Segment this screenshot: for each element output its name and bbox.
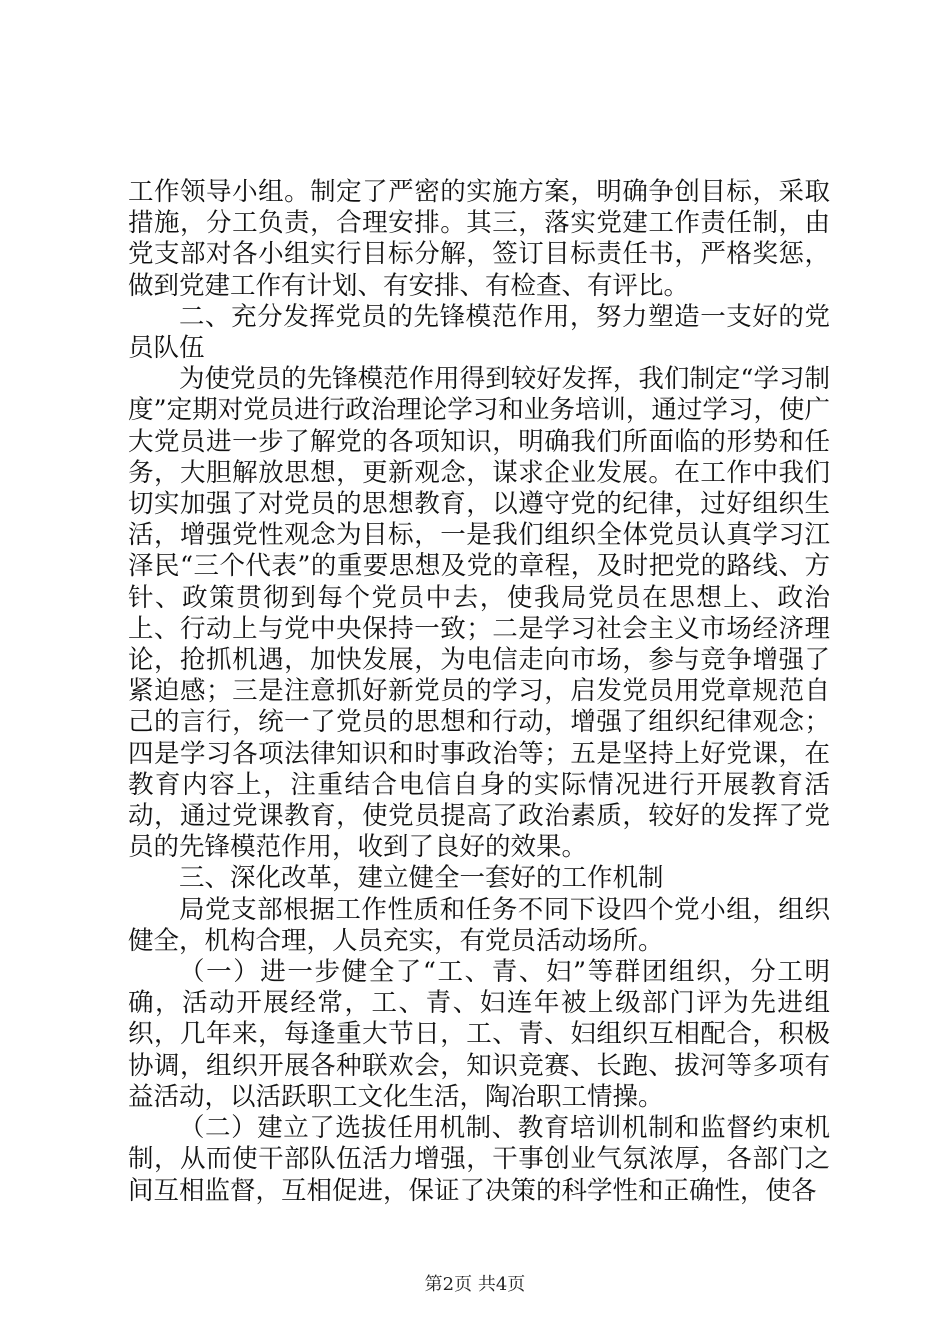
section-heading-2: 二、充分发挥党员的先锋模范作用，努力塑造一支好的党员队伍 [128,301,830,364]
paragraph-item-2: （二）建立了选拔任用机制、教育培训机制和监督约束机制，从而使干部队伍活力增强，干事创业气氛浓厚，各部门之间互相监督，互相促进，保证了决策的科学性和正确性，使各 [128,1113,830,1206]
paragraph-item-1: （一）进一步健全了“工、青、妇”等群团组织，分工明确，活动开展经常，工、青、妇连年被上级部门评为先进组织，几年来，每逢重大节日，工、青、妇组织互相配合，积极协调，组织开展各种联欢会，知识竞赛、长跑、拔河等多项有益活动，以活跃职工文化生活，陶冶职工情操。 [128,957,830,1112]
paragraph-party-branch: 局党支部根据工作性质和任务不同下设四个党小组，组织健全，机构合理，人员充实，有党员活动场所。 [128,894,830,956]
section-heading-3: 三、深化改革，建立健全一套好的工作机制 [179,863,664,894]
paragraph-continuation: 工作领导小组。制定了严密的实施方案，明确争创目标，采取措施，分工负责，合理安排。其三，落实党建工作责任制，由党支部对各小组实行目标分解，签订目标责任书，严格奖惩，做到党建工作有计划、有安排、有检查、有评比。 [128,177,830,301]
page-number-footer: 第2页 共4页 [424,1274,526,1295]
paragraph-party-members: 为使党员的先锋模范作用得到较好发挥，我们制定“学习制度”定期对党员进行政治理论学习和业务培训，通过学习，使广大党员进一步了解党的各项知识，明确我们所面临的形势和任务，大胆解放思想，更新观念，谋求企业发展。在工作中我们切实加强了对党员的思想教育，以遵守党的纪律，过好组织生活，增强党性观念为目标，一是我们组织全体党员认真学习江泽民“三个代表”的重要思想及党的章程，及时把党的路线、方针、政策贯彻到每个党员中去，使我局党员在思想上、政治上、行动上与党中央保持一致；二是学习社会主义市场经济理论，抢抓机遇，加快发展，为电信走向市场，参与竞争增强了紧迫感；三是注意抓好新党员的学习，启发党员用党章规范自己的言行，统一了党员的思想和行动，增强了组织纪律观念；四是学习各项法律知识和时事政治等；五是坚持上好党课，在教育内容上，注重结合电信自身的实际情况进行开展教育活动，通过党课教育，使党员提高了政治素质，较好的发挥了党员的先锋模范作用，收到了良好的效果。 [128,364,830,863]
document-body [128,177,830,1207]
